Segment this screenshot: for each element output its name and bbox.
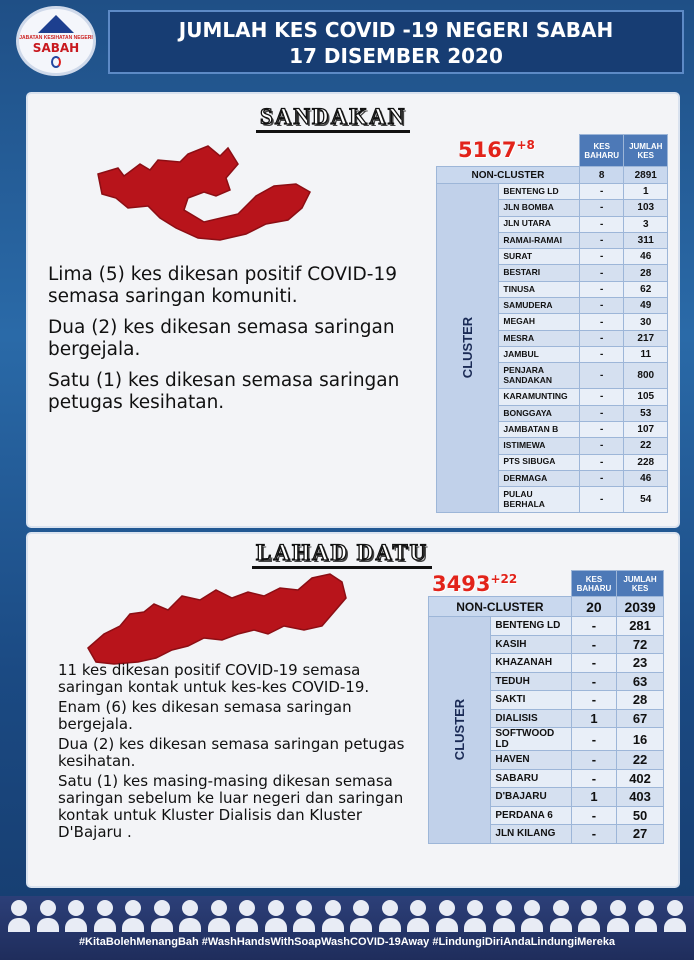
cluster-new-cases: - bbox=[579, 389, 624, 405]
cluster-new-cases: - bbox=[579, 470, 624, 486]
cluster-name: JLN BOMBA bbox=[499, 200, 580, 216]
frontliner-figure-icon bbox=[8, 900, 30, 932]
cluster-total-cases: 49 bbox=[624, 298, 668, 314]
non-cluster-total: 2039 bbox=[617, 597, 664, 617]
cluster-name: RAMAI-RAMAI bbox=[499, 232, 580, 248]
title-date: 17 DISEMBER 2020 bbox=[289, 44, 503, 68]
cluster-total-cases: 1 bbox=[624, 184, 668, 200]
district-title: SANDAKAN bbox=[256, 104, 410, 133]
cluster-total-cases: 281 bbox=[617, 617, 664, 636]
para-3: Dua (2) kes dikesan semasa saringan petugas kesihatan. bbox=[58, 735, 405, 770]
frontliner-figure-icon bbox=[521, 900, 543, 932]
sabah-health-logo bbox=[16, 6, 96, 76]
cluster-total-cases: 311 bbox=[624, 232, 668, 248]
footer-banner bbox=[0, 896, 694, 960]
frontliner-figure-icon bbox=[37, 900, 59, 932]
cluster-total-cases: 46 bbox=[624, 249, 668, 265]
cluster-name: SAKTI bbox=[491, 691, 571, 710]
cluster-name: TEDUH bbox=[491, 672, 571, 691]
cluster-name: SOFTWOOD LD bbox=[491, 728, 571, 751]
para-1: Lima (5) kes dikesan positif COVID-19 semasa saringan komuniti. bbox=[48, 264, 397, 307]
cluster-new-cases: - bbox=[579, 330, 624, 346]
cluster-row bbox=[437, 184, 668, 200]
cluster-new-cases: - bbox=[571, 769, 616, 788]
page-title bbox=[108, 10, 684, 74]
footer-hashtags: #KitaBolehMenangBah #WashHandsWithSoapWashCOVID-19Away #LindungiDiriAndaLindungiMereka bbox=[78, 936, 616, 948]
mountain-icon bbox=[38, 15, 74, 33]
cluster-total-cases: 28 bbox=[624, 265, 668, 281]
cluster-total-cases: 67 bbox=[617, 709, 664, 728]
cluster-new-cases: - bbox=[579, 232, 624, 248]
cluster-new-cases: - bbox=[571, 691, 616, 710]
frontliner-figure-icon bbox=[407, 900, 429, 932]
frontliner-figure-icon bbox=[493, 900, 515, 932]
cluster-total-cases: 30 bbox=[624, 314, 668, 330]
cluster-name: KARAMUNTING bbox=[499, 389, 580, 405]
cluster-total-cases: 402 bbox=[617, 769, 664, 788]
cluster-total-cases: 217 bbox=[624, 330, 668, 346]
cluster-total-cases: 27 bbox=[617, 825, 664, 844]
cluster-name: BONGGAYA bbox=[499, 405, 580, 421]
frontliner-figure-icon bbox=[236, 900, 258, 932]
cluster-new-cases: - bbox=[571, 825, 616, 844]
cluster-name: DERMAGA bbox=[499, 470, 580, 486]
logo-name: SABAH bbox=[32, 40, 80, 55]
frontliner-figure-icon bbox=[379, 900, 401, 932]
cluster-new-cases: - bbox=[579, 314, 624, 330]
total-cases: 3493 bbox=[432, 572, 491, 596]
cluster-new-cases: - bbox=[579, 421, 624, 437]
cluster-label: CLUSTER bbox=[452, 698, 468, 760]
cluster-row bbox=[429, 617, 664, 636]
frontliner-figure-icon bbox=[635, 900, 657, 932]
para-4: Satu (1) kes masing-masing dikesan semasa saringan sebelum ke luar negeri dan saringan kontak untuk Kluster Dialisis dan Kluster D'Bajaru . bbox=[58, 772, 404, 841]
para-2: Dua (2) kes dikesan semasa saringan bergejala. bbox=[48, 317, 395, 360]
cluster-new-cases: 1 bbox=[571, 709, 616, 728]
new-cases: +22 bbox=[490, 572, 518, 586]
cluster-total-cases: 3 bbox=[624, 216, 668, 232]
cluster-new-cases: - bbox=[571, 635, 616, 654]
cluster-new-cases: - bbox=[571, 654, 616, 673]
cluster-name: TINUSA bbox=[499, 281, 580, 297]
title-line-1: JUMLAH KES COVID -19 NEGERI SABAH bbox=[178, 18, 614, 42]
cluster-total-cases: 22 bbox=[617, 751, 664, 770]
cluster-new-cases: - bbox=[571, 728, 616, 751]
cluster-total-cases: 53 bbox=[624, 405, 668, 421]
cluster-new-cases: - bbox=[579, 363, 624, 389]
frontliner-figures bbox=[8, 900, 686, 934]
cluster-name: HAVEN bbox=[491, 751, 571, 770]
sandakan-panel bbox=[28, 94, 678, 526]
para-3: Satu (1) kes dikesan semasa saringan petugas kesihatan. bbox=[48, 370, 400, 413]
cluster-new-cases: 1 bbox=[571, 788, 616, 807]
cluster-name: D'BAJARU bbox=[491, 788, 571, 807]
cluster-label: CLUSTER bbox=[460, 316, 476, 379]
new-cases: +8 bbox=[516, 138, 535, 152]
frontliner-figure-icon bbox=[578, 900, 600, 932]
cluster-name: SABARU bbox=[491, 769, 571, 788]
col-new-header: KES BAHARU bbox=[579, 135, 624, 167]
non-cluster-label: NON-CLUSTER bbox=[437, 167, 580, 184]
cluster-name: PERDANA 6 bbox=[491, 806, 571, 825]
cluster-total-cases: 107 bbox=[624, 421, 668, 437]
lahad-datu-map bbox=[84, 568, 349, 668]
cluster-total-cases: 11 bbox=[624, 346, 668, 362]
non-cluster-row bbox=[429, 597, 664, 617]
para-1: 11 kes dikesan positif COVID-19 semasa saringan kontak untuk kes-kes COVID-19. bbox=[58, 661, 370, 696]
cluster-name: BENTENG LD bbox=[491, 617, 571, 636]
cluster-new-cases: - bbox=[579, 265, 624, 281]
col-new-header: KES BAHARU bbox=[571, 571, 616, 597]
lahad-datu-description bbox=[58, 662, 423, 841]
cluster-vertical-label bbox=[429, 617, 491, 844]
frontliner-figure-icon bbox=[94, 900, 116, 932]
cluster-name: BESTARI bbox=[499, 265, 580, 281]
cluster-total-cases: 228 bbox=[624, 454, 668, 470]
cluster-total-cases: 403 bbox=[617, 788, 664, 807]
cluster-name: BENTENG LD bbox=[499, 184, 580, 200]
cluster-new-cases: - bbox=[579, 249, 624, 265]
cluster-total-cases: 46 bbox=[624, 470, 668, 486]
cluster-new-cases: - bbox=[579, 184, 624, 200]
cluster-total-cases: 105 bbox=[624, 389, 668, 405]
cluster-new-cases: - bbox=[579, 346, 624, 362]
cluster-new-cases: - bbox=[571, 672, 616, 691]
frontliner-figure-icon bbox=[208, 900, 230, 932]
lahad-datu-panel bbox=[28, 534, 678, 886]
lahad-datu-cluster-table bbox=[428, 570, 664, 844]
non-cluster-total: 2891 bbox=[624, 167, 668, 184]
cluster-total-cases: 50 bbox=[617, 806, 664, 825]
cluster-new-cases: - bbox=[579, 405, 624, 421]
non-cluster-new: 20 bbox=[571, 597, 616, 617]
cluster-name: ISTIMEWA bbox=[499, 438, 580, 454]
frontliner-figure-icon bbox=[436, 900, 458, 932]
cluster-new-cases: - bbox=[579, 281, 624, 297]
col-total-header: JUMLAH KES bbox=[624, 135, 668, 167]
cluster-new-cases: - bbox=[579, 487, 624, 513]
cluster-name: KASIH bbox=[491, 635, 571, 654]
cluster-total-cases: 54 bbox=[624, 487, 668, 513]
cluster-total-cases: 62 bbox=[624, 281, 668, 297]
cluster-total-cases: 28 bbox=[617, 691, 664, 710]
sandakan-description bbox=[48, 264, 448, 414]
cluster-new-cases: - bbox=[579, 200, 624, 216]
cluster-total-cases: 72 bbox=[617, 635, 664, 654]
frontliner-figure-icon bbox=[350, 900, 372, 932]
district-title: LAHAD DATU bbox=[252, 540, 432, 569]
frontliner-figure-icon bbox=[464, 900, 486, 932]
cluster-total-cases: 800 bbox=[624, 363, 668, 389]
cluster-name: JLN KILANG bbox=[491, 825, 571, 844]
frontliner-figure-icon bbox=[293, 900, 315, 932]
cluster-name: KHAZANAH bbox=[491, 654, 571, 673]
sandakan-map bbox=[88, 134, 318, 242]
sandakan-cluster-table bbox=[436, 134, 668, 513]
cluster-new-cases: - bbox=[571, 617, 616, 636]
cluster-new-cases: - bbox=[579, 216, 624, 232]
cluster-new-cases: - bbox=[579, 438, 624, 454]
cluster-name: JAMBUL bbox=[499, 346, 580, 362]
cluster-name: SAMUDERA bbox=[499, 298, 580, 314]
frontliner-figure-icon bbox=[607, 900, 629, 932]
cluster-total-cases: 23 bbox=[617, 654, 664, 673]
frontliner-figure-icon bbox=[122, 900, 144, 932]
cluster-new-cases: - bbox=[571, 806, 616, 825]
cluster-new-cases: - bbox=[579, 454, 624, 470]
cluster-new-cases: - bbox=[571, 751, 616, 770]
cluster-name: DIALISIS bbox=[491, 709, 571, 728]
cluster-name: PTS SIBUGA bbox=[499, 454, 580, 470]
cluster-total-cases: 103 bbox=[624, 200, 668, 216]
logo-tagline: JABATAN KESIHATAN NEGERI bbox=[19, 34, 93, 41]
cluster-name: PULAU BERHALA bbox=[499, 487, 580, 513]
cluster-total-cases: 63 bbox=[617, 672, 664, 691]
swirl-icon bbox=[51, 56, 61, 68]
frontliner-figure-icon bbox=[151, 900, 173, 932]
cluster-name: SURAT bbox=[499, 249, 580, 265]
frontliner-figure-icon bbox=[65, 900, 87, 932]
frontliner-figure-icon bbox=[322, 900, 344, 932]
cluster-vertical-label bbox=[437, 184, 499, 513]
cluster-name: PENJARA SANDAKAN bbox=[499, 363, 580, 389]
cluster-name: MESRA bbox=[499, 330, 580, 346]
frontliner-figure-icon bbox=[179, 900, 201, 932]
total-cases: 5167 bbox=[458, 138, 517, 162]
frontliner-figure-icon bbox=[664, 900, 686, 932]
cluster-name: JLN UTARA bbox=[499, 216, 580, 232]
frontliner-figure-icon bbox=[550, 900, 572, 932]
cluster-total-cases: 16 bbox=[617, 728, 664, 751]
cluster-new-cases: - bbox=[579, 298, 624, 314]
non-cluster-label: NON-CLUSTER bbox=[429, 597, 572, 617]
para-2: Enam (6) kes dikesan semasa saringan bergejala. bbox=[58, 698, 352, 733]
non-cluster-row bbox=[437, 167, 668, 184]
cluster-name: MEGAH bbox=[499, 314, 580, 330]
cluster-name: JAMBATAN B bbox=[499, 421, 580, 437]
col-total-header: JUMLAH KES bbox=[617, 571, 664, 597]
cluster-total-cases: 22 bbox=[624, 438, 668, 454]
frontliner-figure-icon bbox=[265, 900, 287, 932]
non-cluster-new: 8 bbox=[579, 167, 624, 184]
